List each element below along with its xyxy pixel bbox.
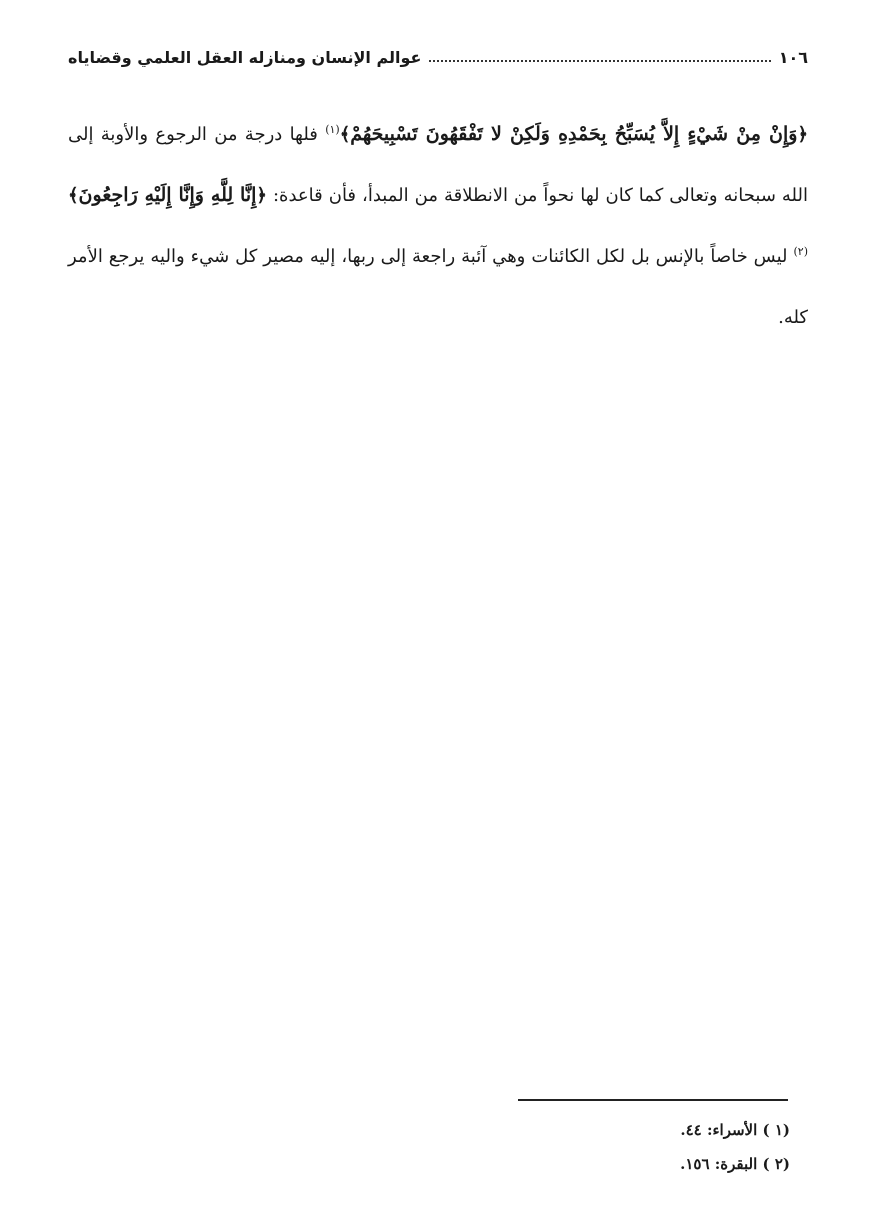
body-text-2: ليس خاصاً بالإنس بل لكل الكائنات وهي آئبة راجعة إلى ربها، إليه مصير كل شيء واليه يرجع الأمر كله. [68,246,808,328]
footnote-1: (١ ) الأسراء: ٤٤. [680,1121,790,1139]
main-text [68,104,808,348]
footnote-ref-1: (١) [325,123,340,136]
verse-close-bracket: ﴾ [68,185,79,206]
verse-close-bracket: ﴾ [339,124,351,145]
footnote-divider [518,1099,788,1101]
footnote-ref-2: (٢) [793,245,808,258]
verse-open-bracket: ﴿ [797,124,808,145]
page-number: ١٠٦ [778,47,808,67]
footnotes [400,1113,790,1181]
book-title: عوالم الإنسان ومنازله العقل العلمي وقضاياه [68,47,422,67]
header-dot-leader [429,60,770,62]
paragraph [68,104,808,348]
running-header [68,40,808,74]
footnote-2: (٢ ) البقرة: ١٥٦. [680,1155,790,1173]
quran-verse-2: إِنَّا لِلَّهِ وَإِنَّا إِلَيْهِ رَاجِعُونَ [78,184,257,206]
verse-open-bracket: ﴿ [256,185,267,206]
quran-verse-1: وَإِنْ مِنْ شَيْءٍ إِلاَّ يُسَبِّحُ بِحَمْدِهِ وَلَكِنْ لا تَفْقَهُونَ تَسْبِيحَهُمْ [350,123,798,145]
body-text-1: فلها درجة من الرجوع والأوبة إلى الله سبحانه وتعالى كما كان لها نحواً من الانطلاقة من المبدأ، فأن قاعدة: [68,124,808,206]
